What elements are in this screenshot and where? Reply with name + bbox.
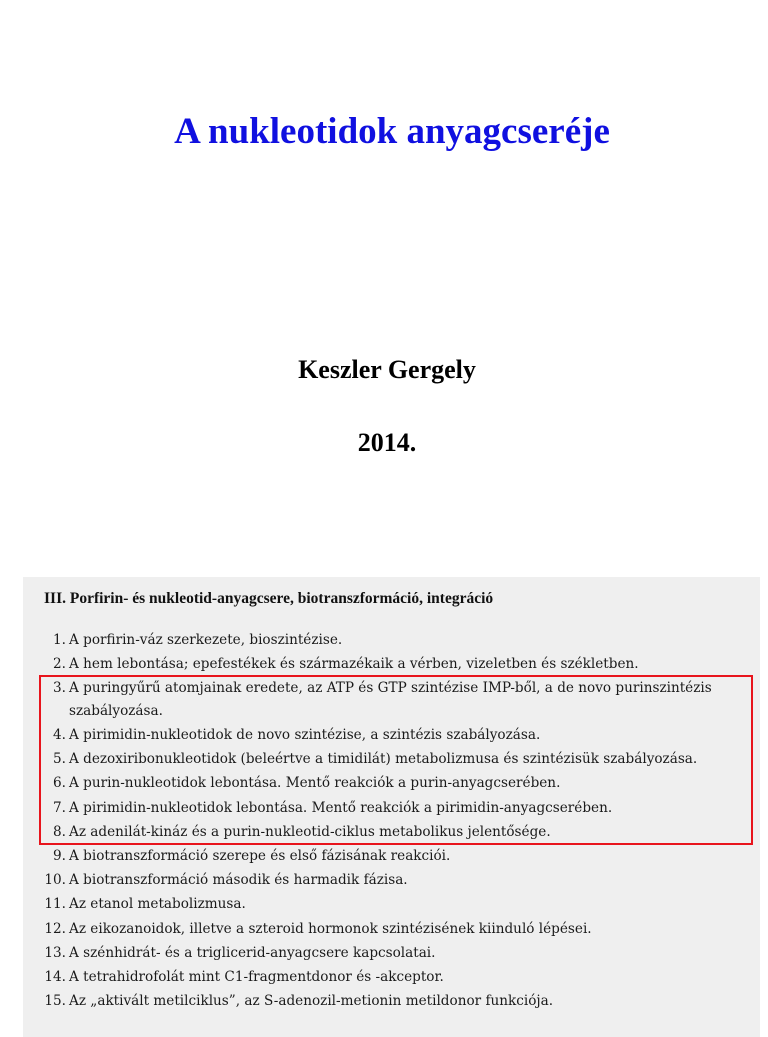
topic-item xyxy=(23,845,760,868)
topic-number: 10. xyxy=(44,872,66,889)
topic-text: A dezoxiribonukleotidok (beleértve a timidilát) metabolizmusa és szintézisük szabályozása. xyxy=(69,751,698,768)
topic-text: Az eikozanoidok, illetve a szteroid hormonok szintézisének kiinduló lépései. xyxy=(69,920,592,937)
publication-year: 2014. xyxy=(357,428,417,457)
syllabus-panel xyxy=(23,577,760,1037)
topic-text: A pirimidin-nukleotidok de novo szintézise, a szintézis szabályozása. xyxy=(69,727,541,744)
topic-number: 15. xyxy=(44,993,66,1010)
topic-text: A hem lebontása; epefestékek és származékaik a vérben, vizeletben és székletben. xyxy=(69,656,639,673)
syllabus-heading: III. Porfirin- és nukleotid-anyagcsere, biotranszformáció, integráció xyxy=(44,590,494,607)
topic-text: A biotranszformáció szerepe és első fázisának reakciói. xyxy=(69,848,451,864)
topic-number: 14. xyxy=(44,968,66,985)
topic-number: 13. xyxy=(44,944,66,961)
topic-item xyxy=(23,893,760,916)
topic-number: 4. xyxy=(53,727,66,744)
topic-text: Az adenilát-kináz és a purin-nukleotid-ciklus metabolikus jelentősége. xyxy=(69,823,551,840)
topic-text: A szénhidrát- és a triglicerid-anyagcsere kapcsolatai. xyxy=(69,944,436,961)
topic-number: 7. xyxy=(53,799,66,816)
topic-item xyxy=(23,772,760,795)
topic-item xyxy=(23,629,760,652)
author-name: Keszler Gergely xyxy=(298,355,476,384)
topic-item xyxy=(23,869,760,892)
topic-item xyxy=(23,724,760,747)
topic-text: Az „aktivált metilciklus”, az S-adenozil-metionin metildonor funkciója. xyxy=(69,993,554,1010)
topic-item xyxy=(23,748,760,771)
topic-list xyxy=(23,629,760,1014)
topic-item xyxy=(23,918,760,941)
topic-text: A porfirin-váz szerkezete, bioszintézise. xyxy=(69,632,343,648)
document-title: A nukleotidok anyagcseréje xyxy=(174,111,610,152)
topic-item xyxy=(23,677,760,722)
topic-number: 1. xyxy=(53,632,66,648)
topic-number: 11. xyxy=(44,896,66,913)
topic-text: Az etanol metabolizmusa. xyxy=(69,896,246,913)
topic-text: A biotranszformáció második és harmadik fázisa. xyxy=(69,872,408,889)
topic-text: A puringyűrű atomjainak eredete, az ATP és GTP szintézise IMP-ből, a de novo purinszintézis szabályozása. xyxy=(69,680,712,719)
topic-item xyxy=(23,653,760,676)
topic-item xyxy=(23,966,760,989)
topic-text: A tetrahidrofolát mint C1-fragmentdonor és -akceptor. xyxy=(69,968,444,985)
topic-number: 6. xyxy=(53,775,66,792)
topic-number: 12. xyxy=(44,920,66,937)
topic-item xyxy=(23,797,760,820)
topic-text: A purin-nukleotidok lebontása. Mentő reakciók a purin-anyagcserében. xyxy=(69,775,561,792)
topic-item xyxy=(23,942,760,965)
topic-number: 2. xyxy=(53,656,66,673)
topic-text: A pirimidin-nukleotidok lebontása. Mentő reakciók a pirimidin-anyagcserében. xyxy=(69,799,613,816)
topic-number: 8. xyxy=(53,823,66,840)
topic-number: 3. xyxy=(53,680,66,697)
topic-number: 9. xyxy=(53,848,66,864)
topic-item xyxy=(23,990,760,1013)
topic-item xyxy=(23,821,760,844)
topic-number: 5. xyxy=(53,751,66,768)
